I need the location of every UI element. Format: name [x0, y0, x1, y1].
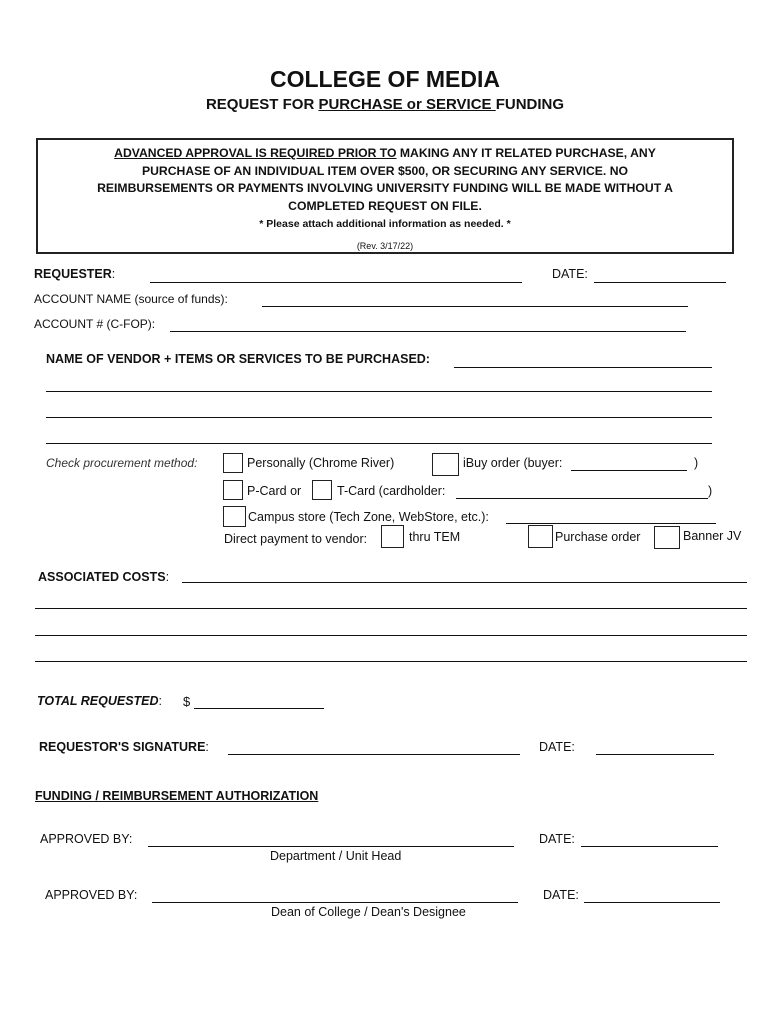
total-requested-line [194, 708, 324, 709]
approval-notice-text [52, 145, 718, 215]
ibuy-close-paren: ) [694, 456, 699, 470]
associated-costs-label: ASSOCIATED COSTS: [38, 570, 170, 584]
costs-line-0 [182, 582, 747, 583]
requester-date-input[interactable] [596, 266, 724, 282]
authorization-heading: FUNDING / REIMBURSEMENT AUTHORIZATION [35, 789, 319, 803]
tcard-checkbox[interactable] [312, 480, 332, 500]
approved-by-1-date-label: DATE: [539, 832, 575, 846]
account-number-line [170, 331, 686, 332]
approved-by-2-date-label: DATE: [543, 888, 579, 902]
account-name-line [262, 306, 688, 307]
ibuy-buyer-input[interactable] [573, 454, 685, 470]
signature-date-line [596, 754, 714, 755]
subtitle-suffix: FUNDING [495, 96, 565, 113]
associated-costs-input[interactable] [184, 566, 745, 582]
attach-info-note: * Please attach additional information as needed. * [259, 218, 511, 230]
signature-date-input[interactable] [598, 738, 712, 754]
vendor-line-0 [454, 367, 712, 368]
tcard-close-paren: ) [708, 484, 713, 498]
approved-by-2-date-line [584, 902, 720, 903]
campus-store-line [506, 523, 716, 524]
purchase-order-label: Purchase order [555, 530, 641, 544]
tcard-label: T-Card (cardholder: [337, 484, 446, 498]
requester-input[interactable] [152, 266, 520, 282]
subtitle-underlined: PURCHASE or SERVICE [318, 96, 496, 113]
vendor-line-2 [46, 417, 712, 418]
ibuy-label: iBuy order (buyer: [463, 456, 563, 470]
banner-jv-checkbox[interactable] [654, 526, 680, 549]
approved-by-1-label: APPROVED BY: [40, 832, 133, 846]
banner-jv-label: Banner JV [683, 529, 742, 543]
signature-line [228, 754, 520, 755]
requester-label: REQUESTER: [34, 267, 116, 281]
account-name-label: ACCOUNT NAME (source of funds): [34, 292, 228, 306]
dollar-sign: $ [183, 694, 191, 709]
cardholder-line [456, 498, 708, 499]
approved-by-1-line [148, 846, 514, 847]
requester-line [150, 282, 522, 283]
costs-line-1 [35, 608, 747, 609]
notice-line-1-rest: MAKING ANY IT RELATED PURCHASE, ANY [396, 146, 656, 160]
approved-by-2-input[interactable] [154, 886, 516, 902]
approved-by-2-date-input[interactable] [586, 886, 718, 902]
approval-notice-box [36, 138, 734, 254]
requestor-signature-label: REQUESTOR'S SIGNATURE: [39, 740, 209, 754]
vendor-input[interactable] [456, 351, 710, 367]
ibuy-buyer-line [571, 470, 687, 471]
thru-tem-label: thru TEM [409, 530, 461, 544]
approved-by-2-line [152, 902, 518, 903]
costs-line-3 [35, 661, 747, 662]
vendor-label: NAME OF VENDOR + ITEMS OR SERVICES TO BE PURCHASED: [46, 352, 430, 366]
approver-1-role: Department / Unit Head [270, 849, 402, 863]
personally-label: Personally (Chrome River) [247, 456, 395, 470]
notice-line-1 [52, 145, 718, 163]
vendor-line-1 [46, 391, 712, 392]
ibuy-checkbox[interactable] [432, 453, 459, 476]
pcard-checkbox[interactable] [223, 480, 243, 500]
campus-store-input[interactable] [508, 507, 714, 523]
vendor-line-3 [46, 443, 712, 444]
notice-line-2: PURCHASE OF AN INDIVIDUAL ITEM OVER $500, OR SECURING ANY SERVICE. NO [141, 163, 628, 178]
total-requested-label: TOTAL REQUESTED: [37, 694, 163, 708]
revision-date: (Rev. 3/17/22) [356, 241, 414, 251]
approved-by-1-input[interactable] [150, 830, 512, 846]
requester-date-label: DATE: [552, 267, 588, 281]
pcard-label: P-Card or [247, 484, 302, 498]
account-number-input[interactable] [172, 315, 684, 331]
signature-input[interactable] [230, 738, 518, 754]
page-title: COLLEGE OF MEDIA [270, 66, 500, 92]
account-number-label: ACCOUNT # (C-FOP): [34, 317, 156, 331]
campus-store-checkbox[interactable] [223, 506, 246, 527]
campus-store-label: Campus store (Tech Zone, WebStore, etc.): [248, 510, 489, 524]
notice-line-3: REIMBURSEMENTS OR PAYMENTS INVOLVING UNIVERSITY FUNDING WILL BE MADE WITHOUT A [97, 181, 673, 195]
subtitle-prefix: REQUEST FOR [205, 96, 319, 113]
thru-tem-checkbox[interactable] [381, 525, 404, 548]
page-subtitle [0, 96, 770, 113]
requester-date-line [594, 282, 726, 283]
cardholder-input[interactable] [458, 482, 706, 498]
signature-date-label: DATE: [539, 740, 575, 754]
purchase-order-checkbox[interactable] [528, 525, 553, 548]
approver-2-role: Dean of College / Dean's Designee [271, 905, 466, 919]
notice-underlined-lead: ADVANCED APPROVAL IS REQUIRED PRIOR TO [114, 146, 397, 160]
personally-checkbox[interactable] [223, 453, 243, 473]
costs-line-2 [35, 635, 747, 636]
approved-by-1-date-line [581, 846, 718, 847]
procurement-method-label: Check procurement method: [46, 456, 198, 470]
approved-by-1-date-input[interactable] [583, 830, 716, 846]
approved-by-2-label: APPROVED BY: [45, 888, 138, 902]
account-name-input[interactable] [264, 290, 686, 306]
direct-payment-label: Direct payment to vendor: [224, 532, 368, 546]
total-requested-input[interactable] [196, 692, 322, 708]
notice-line-4: COMPLETED REQUEST ON FILE. [288, 198, 482, 213]
